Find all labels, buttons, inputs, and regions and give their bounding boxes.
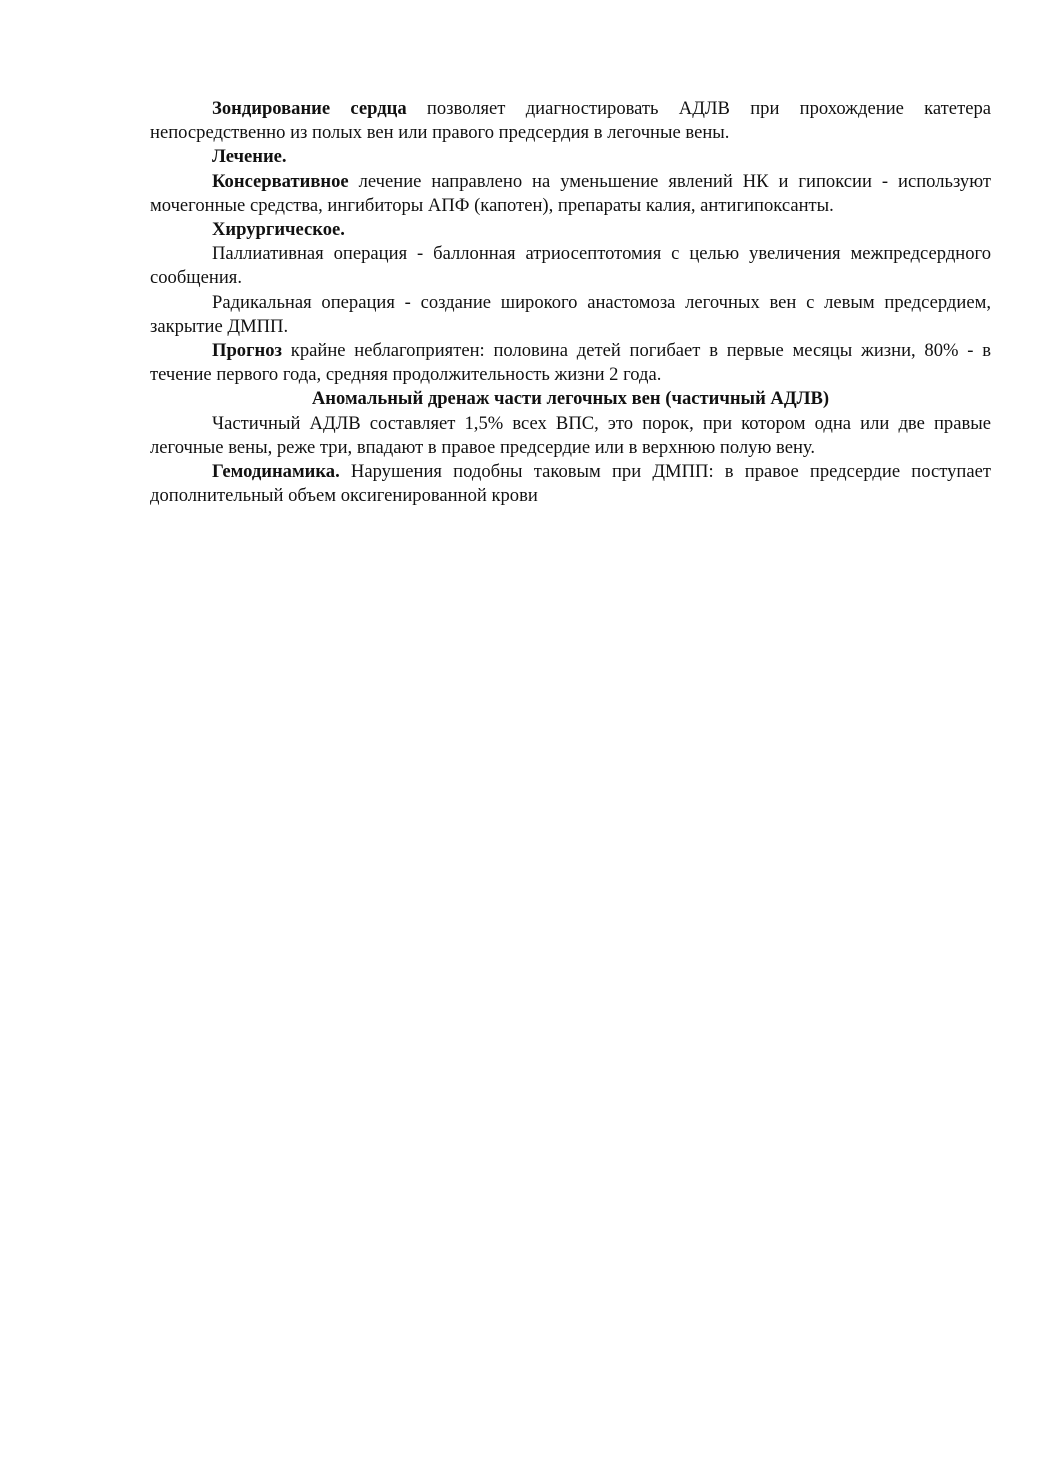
paragraph-text: позволяет диагностировать АДЛВ при прохождение катетера непосредственно из полых вен или правого предсердия в легочные вены. (150, 98, 991, 144)
paragraph-hemodynamics (150, 460, 991, 508)
paragraph-radical-operation: Радикальная операция - создание широкого анастомоза легочных вен с левым предсердием, закрытие ДМПП. (150, 291, 991, 337)
paragraph-lead: Гемодинамика. (212, 461, 340, 483)
paragraph-lead: Зондирование сердца (212, 98, 407, 119)
paragraph-conservative-treatment (150, 170, 991, 218)
paragraph-partial-apvd-definition: Частичный АДЛВ составляет 1,5% всех ВПС, это порок, при котором одна или две правые легочные вены, реже три, впадают в правое предсердие или в верхнюю полую вену. (150, 412, 991, 458)
paragraph-text: Нарушения подобны таковым при ДМПП: в правое предсердие поступает дополнительный объем оксигенированной крови (150, 461, 991, 507)
paragraph-lead: Прогноз (212, 340, 283, 362)
paragraph-text: лечение направлено на уменьшение явлений НК и гипоксии - используют мочегонные средства, ингибиторы АПФ (капотен), препараты калия, антигипоксанты. (150, 170, 991, 216)
paragraph-cardiac-catheterization (150, 97, 991, 145)
paragraph-palliative-operation: Паллиативная операция - баллонная атриосептотомия с целью увеличения межпредсердного сообщения. (150, 243, 991, 289)
section-title-partial-apvd: Аномальный дренаж части легочных вен (частичный АДЛВ) (311, 388, 830, 410)
paragraph-text: крайне неблагоприятен: половина детей погибает в первые месяцы жизни, 80% - в течение первого года, средняя продолжительность жизни 2 года. (150, 340, 991, 386)
heading-surgical: Хирургическое. (212, 219, 345, 241)
heading-treatment: Лечение. (212, 146, 287, 168)
document-body (150, 97, 991, 508)
paragraph-lead: Консервативное (212, 170, 349, 192)
paragraph-prognosis (150, 339, 991, 387)
